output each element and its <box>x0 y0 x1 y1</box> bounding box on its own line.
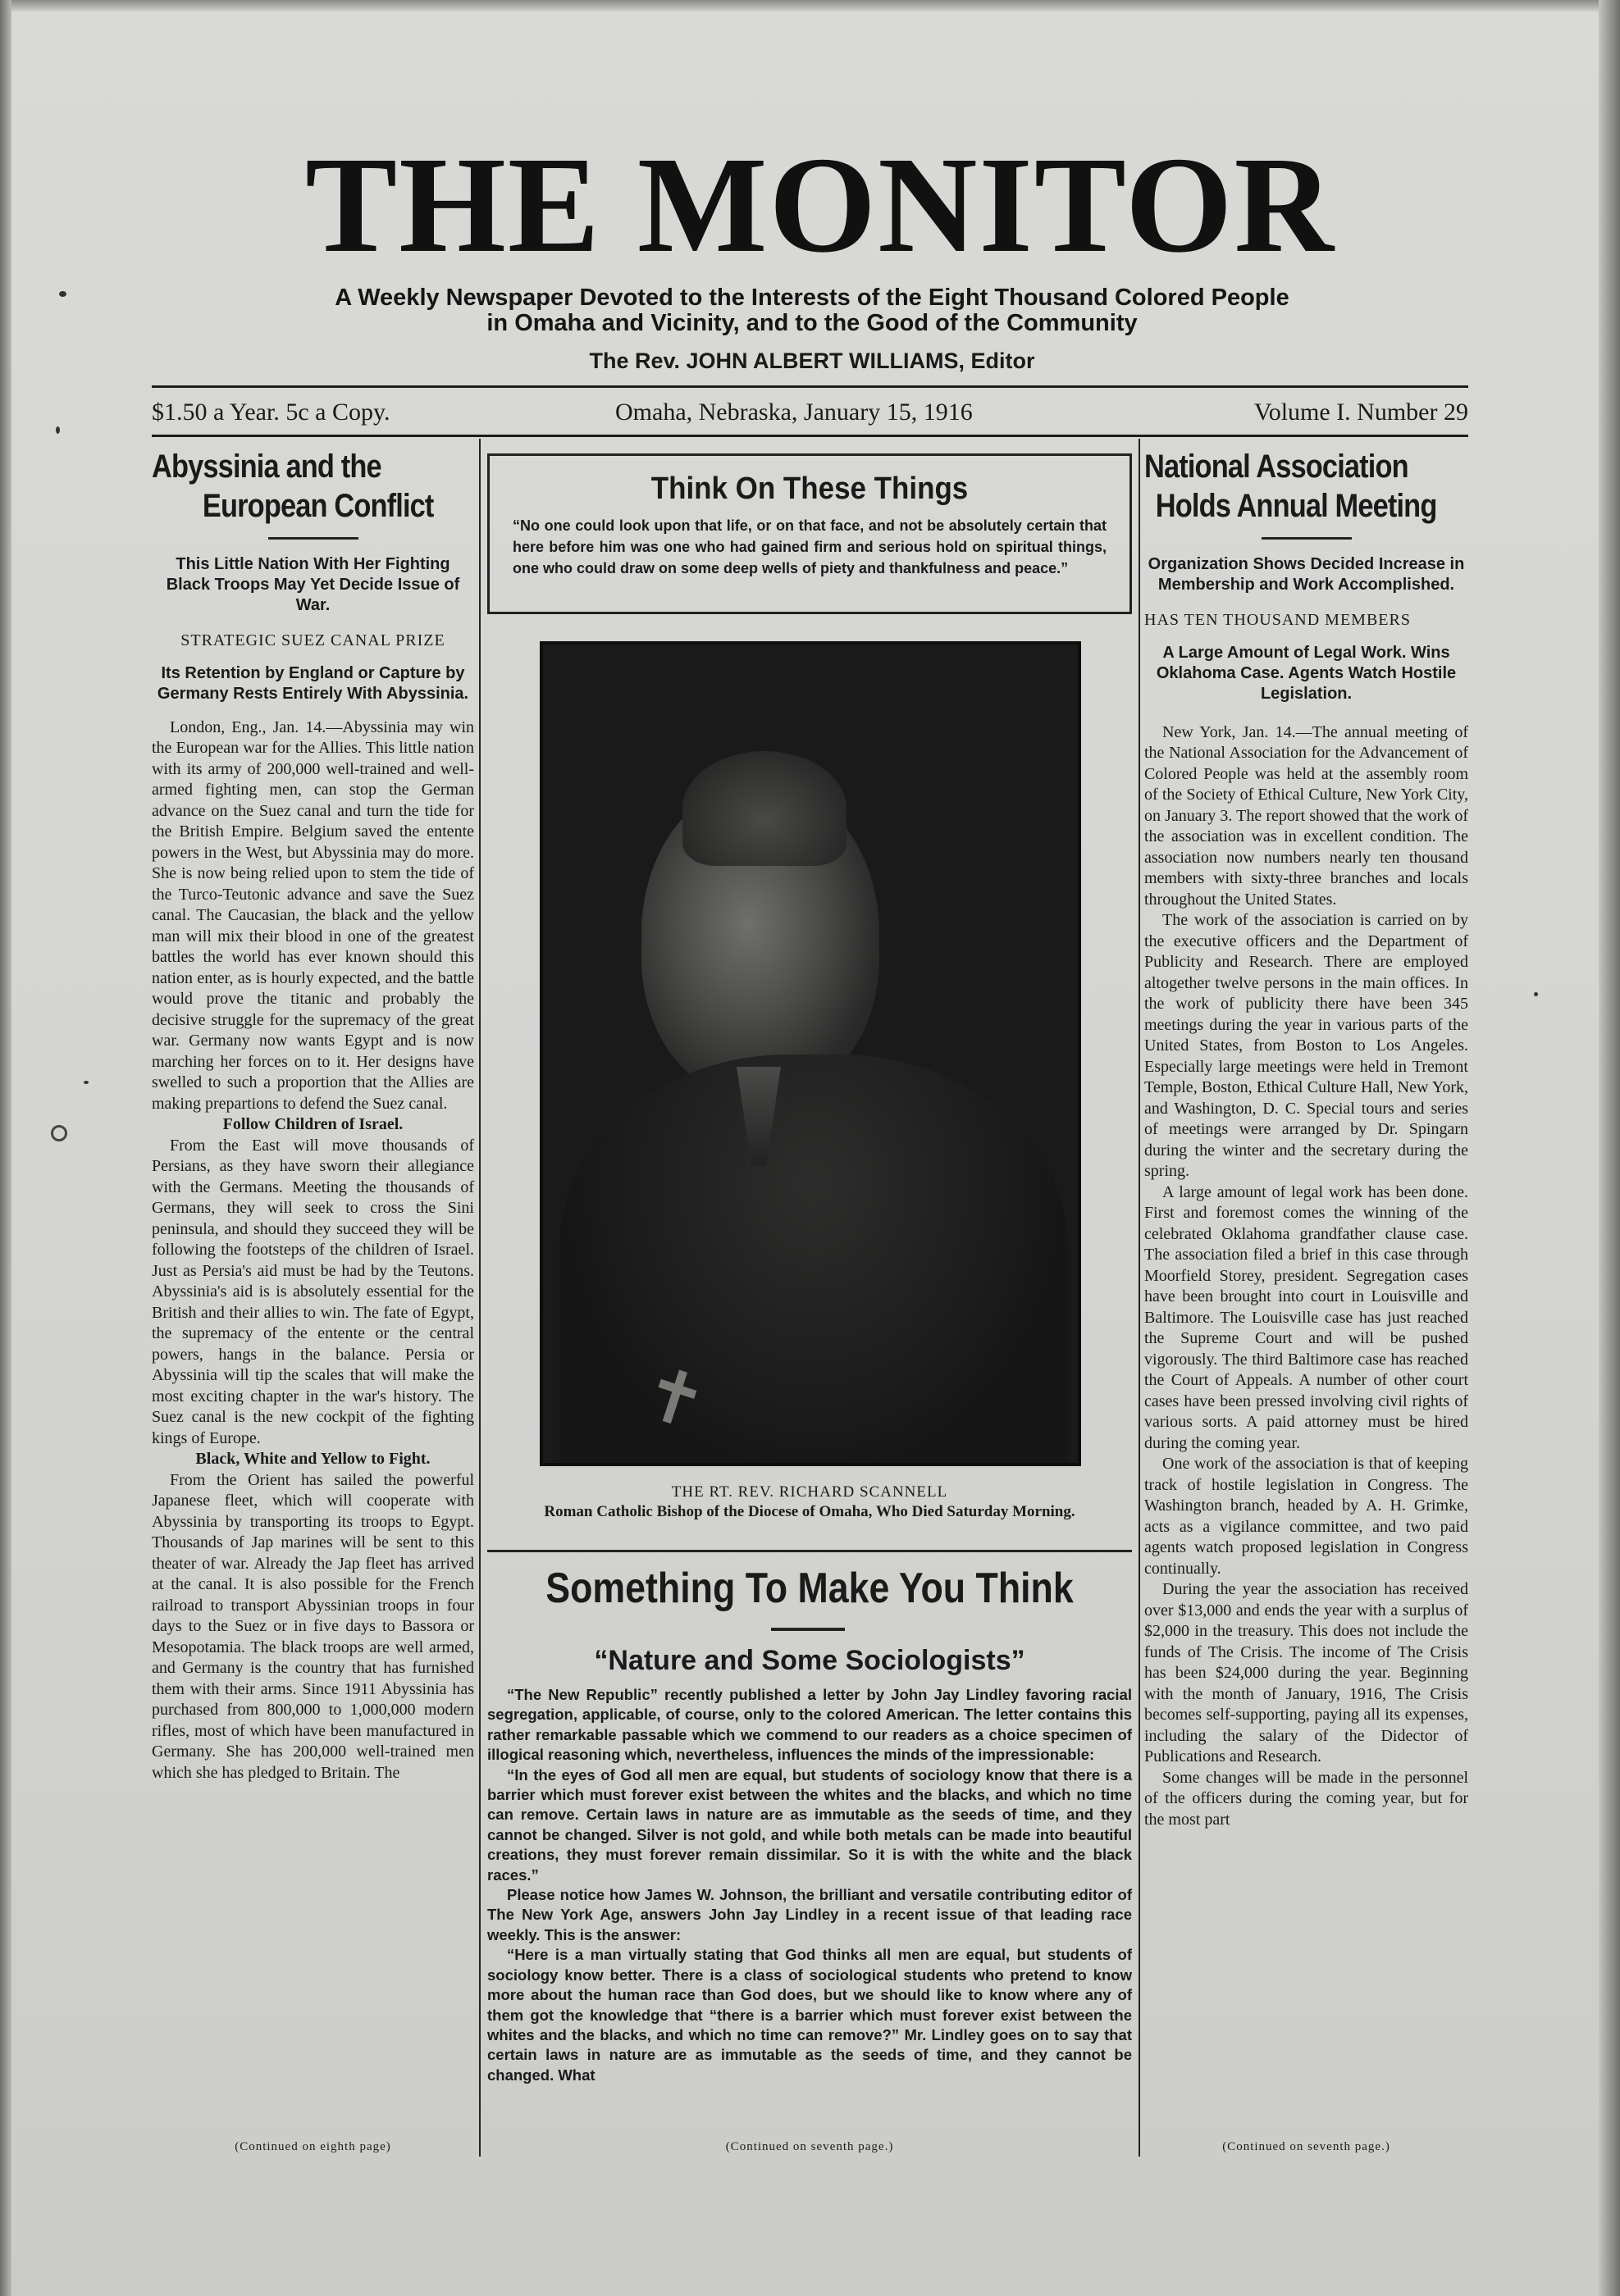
abyssinia-deck-1: This Little Nation With Her Fighting Black Troops May Yet Decide Issue of War. <box>166 555 460 614</box>
naacp-deck-3: A Large Amount of Legal Work. Wins Oklahoma Case. Agents Watch Hostile Legislation. <box>1156 643 1457 703</box>
naacp-paragraph-1: New York, Jan. 14.—The annual meeting of the National Association for the Advancement of Colored People was held at the assembly room of the Society of Ethical Culture, New York City, on January 3. The report showed that the work of the association was in excellent condition. The association now numbers nearly ten thousand members with sixty-three branches and locals throughout the United States. <box>1144 722 1468 909</box>
abyssinia-paragraph-3: From the Orient has sailed the powerful Japanese fleet, which will cooperate with Abyssinia by transporting its troops to Egypt. Thousands of Jap marines will be sent to this theater of war. Already the Jap fleet has arrived at the canal. It is also possible for the French railroad to transport Abyssinian troops in four days to the Suez or in five days to Bassora or Mesopotamia. The black troops are well armed, and Germany is the country that has furnished them with their arms. Since 1911 Abyssinia has purchased from 800,000 to 1,000,000 modern rifles, most of which have been manufactured in Germany. She has 200,000 well-trained men which she has pledged to Britain. The <box>152 1470 474 1782</box>
abyssinia-continued: (Continued on eighth page) <box>235 2140 391 2153</box>
naacp-headline-line2: Holds Annual Meeting <box>1155 488 1437 524</box>
page-edge-top <box>0 0 1620 11</box>
scan-speck <box>84 1081 89 1084</box>
scan-speck <box>59 291 66 297</box>
sociologists-paragraph-3: Please notice how James W. Johnson, the brilliant and versatile contributing editor of The New York Age, answers John Jay Lindley in a recent issue of that leading race weekly. This is the answer: <box>487 1886 1132 1943</box>
abyssinia-subhead-2: Black, White and Yellow to Fight. <box>195 1450 431 1468</box>
center-headline-rule <box>771 1628 845 1631</box>
page-edge-right <box>1599 0 1620 2296</box>
pectoral-cross-icon: ✝ <box>632 1347 718 1450</box>
scan-speck <box>56 426 60 434</box>
naacp-paragraph-4: One work of the association is that of keeping track of hostile legislation in Congress. The Washington branch, headed by A. H. Grimke, acts as a vigilance committee, and two paid agents watch proposed legislation in Congress continually. <box>1144 1455 1468 1578</box>
abyssinia-deck-3: Its Retention by England or Capture by Germany Rests Entirely With Abyssinia. <box>157 663 469 703</box>
portrait-skullcap <box>682 751 847 866</box>
headline-rule <box>1262 537 1352 540</box>
page-edge-left <box>0 0 11 2296</box>
something-to-make-you-think-headline: Something To Make You Think <box>545 1565 1074 1612</box>
portrait-vestments <box>559 1055 1068 1466</box>
column-divider-right <box>1139 439 1140 2157</box>
abyssinia-paragraph-1: London, Eng., Jan. 14.—Abyssinia may win the European war for the Allies. This little nation with its army of 200,000 well-trained and well-armed fighting men, can stop the German advance on the Suez canal and turn the tide for the British Empire. Belgium saved the entente powers in the West, but Abyssinia may do more. She is now being relied upon to stem the tide of the Turco-Teutonic advance and save the Suez canal. The Caucasian, the black and the yellow man will mix their blood in one of the greatest battles the world has ever known should this nation enter, as is hourly expected, and the battle would prove the titanic and probably the decisive struggle for the supremacy of the great war. Germany now wants Egypt and is now marching her forces on to it. Her designs have swelled to such a proportion that the Allies are making prepartions to defend the Suez canal. <box>152 718 474 1113</box>
masthead-subtitle <box>180 285 1444 336</box>
abyssinia-headline <box>152 447 434 526</box>
volume-label: Volume I. Number 29 <box>1253 399 1468 426</box>
think-box-title: Think On These Things <box>650 472 969 506</box>
naacp-paragraph-2: The work of the association is carried on by the executive officers and the Department of Publicity and Research. There are employed altogether twelve persons in the main offices. In the work of publicity there have been 345 meetings during the year in various parts of the United States, from Boston to Los Angeles. Especially large meetings were held in Tremont Temple, Boston, Ethical Culture Hall, New York, and Washington, D. C. Special tours and series of meetings were arranged by Dr. Spingarn during the winter and the secretary during the spring. <box>1144 911 1468 1180</box>
sociologists-paragraph-4: “Here is a man virtually stating that God thinks all men are equal, but students of sociology know better. There is a class of sociological students who pretend to know more about the human race than God does, but we should like to know where any of them got the knowledge that “there is a barrier which must forever exist between the whites and the blacks, and which no time can remove?” Mr. Lindley goes on to say that certain laws in nature are as immutable as the seeds of time, and they cannot be changed. What <box>487 1946 1132 2084</box>
think-on-these-things-box <box>487 453 1132 614</box>
masthead-rule-top <box>152 385 1468 388</box>
sociologists-continued: (Continued on seventh page.) <box>725 2140 894 2153</box>
think-box-quote: “No one could look upon that life, or on that face, and not be absolutely certain that here before him was one who had gained firm and serious hold on spiritual things, one who could draw on some deep wells of piety and thankfulness and peace.” <box>513 517 1107 576</box>
naacp-continued: (Continued on seventh page.) <box>1222 2140 1390 2153</box>
headline-rule <box>268 537 358 540</box>
price-label: $1.50 a Year. 5c a Copy. <box>152 399 390 426</box>
abyssinia-deck-2: STRATEGIC SUEZ CANAL PRIZE <box>180 631 445 649</box>
masthead-rule-bottom <box>152 435 1468 437</box>
naacp-headline-line1: National Association <box>1144 449 1408 485</box>
naacp-paragraph-5: During the year the association has received over $13,000 and ends the year with a surplus of $2,000 in the treasury. This does not include the funds of The Crisis. The income of The Crisis has been $24,000 during the year. Beginning with the month of January, 1916, The Crisis becomes self-supporting, paying all its expenses, including the salary of the Didector of Publications and Research. <box>1144 1580 1468 1765</box>
scan-speck <box>51 1125 67 1141</box>
sociologists-paragraph-1: “The New Republic” recently published a letter by John Jay Lindley favoring racial segregation, applicable, of course, only to the colored American. The letter contains this rather remarkable passable which we commend to our readers as a choice specimen of illogical reasoning which, nevertheless, influences the minds of the impressionable: <box>487 1686 1132 1764</box>
abyssinia-subhead-1: Follow Children of Israel. <box>222 1115 404 1133</box>
masthead-title: THE MONITOR <box>305 129 1335 281</box>
scan-speck <box>1534 992 1538 996</box>
sociologists-article-body <box>487 1685 1132 2085</box>
naacp-deck-1: Organization Shows Decided Increase in Membership and Work Accomplished. <box>1148 555 1465 594</box>
column-divider-left <box>479 439 481 2157</box>
info-row <box>152 392 1468 433</box>
masthead-subtitle-line1: A Weekly Newspaper Devoted to the Interests of the Eight Thousand Colored People <box>335 285 1289 311</box>
dateline: Omaha, Nebraska, January 15, 1916 <box>615 399 973 426</box>
abyssinia-paragraph-2: From the East will move thousands of Persians, as they have sworn their allegiance with the Germans. Meeting the thousands of Germans, they will seek to cross the Sini peninsula, and should they succeed they will be following the footsteps of the children of Israel. Just as Persia's aid must be had by the Teutons. Abyssinia's aid is is absolutely essential for the British and their allies to win. The fate of Egypt, the supremacy of the entente or the central powers, hangs in the balance. Persia or Abyssinia will tip the scales that will make the most exciting chapter in the war's history. The Suez canal is the new cockpit of the fighting kings of Europe. <box>152 1136 474 1447</box>
masthead-subtitle-line2: in Omaha and Vicinity, and to the Good of the Community <box>486 310 1138 336</box>
nature-and-sociologists-subhead: “Nature and Some Sociologists” <box>594 1645 1025 1676</box>
abyssinia-headline-line2: European Conflict <box>202 488 434 524</box>
editor-line: The Rev. JOHN ALBERT WILLIAMS, Editor <box>589 348 1035 373</box>
naacp-article <box>1144 447 1468 1830</box>
naacp-deck-2: HAS TEN THOUSAND MEMBERS <box>1144 611 1411 629</box>
naacp-paragraph-6: Some changes will be made in the personnel of the officers during the coming year, but for the most part <box>1144 1768 1468 1829</box>
naacp-headline <box>1144 447 1437 526</box>
naacp-paragraph-3: A large amount of legal work has been done. First and foremost comes the winning of the celebrated Oklahoma grandfather clause case. The association filed a brief in this case through Moorfield Storey, president. Segregation cases have been brought into court in Louisville and Baltimore. The Louisville case has just reached the Supreme Court and will be pushed vigorously. The third Baltimore case has reached the Court of Appeals. A number of other court cases have been pressed involving civil rights of various sorts. A paid attorney must be hired during the coming year. <box>1144 1182 1468 1452</box>
photo-caption-description: Roman Catholic Bishop of the Diocese of Omaha, Who Died Saturday Morning. <box>544 1503 1075 1520</box>
sociologists-paragraph-2: “In the eyes of God all men are equal, but students of sociology know that there is a barrier which must forever exist between the whites and the blacks, and which no time can remove. Certain laws in nature are as immutable as the seeds of time, and they cannot be changed. Silver is not gold, and while both metals can be made into beautiful creations, they must forever remain dissimilar. So it is with the white and the black races.” <box>487 1765 1132 1884</box>
bishop-portrait-photo <box>540 641 1081 1466</box>
abyssinia-article <box>152 447 474 1784</box>
abyssinia-headline-line1: Abyssinia and the <box>152 449 381 485</box>
photo-caption-name: THE RT. REV. RICHARD SCANNELL <box>671 1483 948 1501</box>
photo-caption <box>487 1483 1132 1522</box>
center-section-rule <box>487 1550 1132 1552</box>
